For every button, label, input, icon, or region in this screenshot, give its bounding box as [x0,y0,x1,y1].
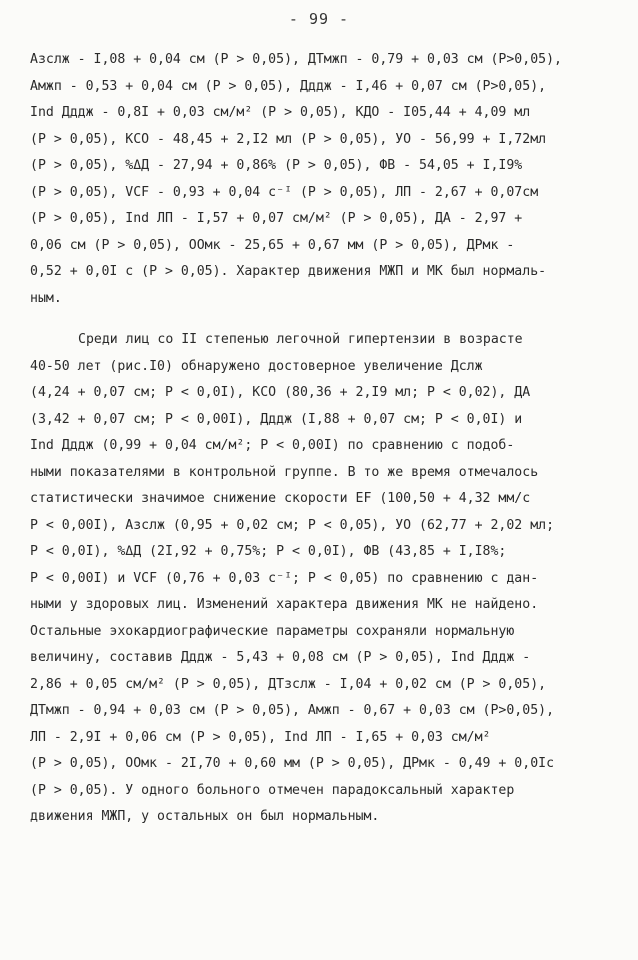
text-line: движения МЖП, у остальных он был нормальным. [30,809,380,824]
text-line: Ind Дддж (0,99 + 0,04 см/м²; P < 0,00I) по сравнению с подоб- [30,438,515,453]
text-line: (P > 0,05), Ind ЛП - I,57 + 0,07 см/м² (P > 0,05), ДА - 2,97 + [30,211,523,226]
text-line: (P > 0,05), %ΔД - 27,94 + 0,86% (P > 0,05), ФВ - 54,05 + I,I9% [30,158,523,173]
text-line: ЛП - 2,9I + 0,06 см (P > 0,05), Ind ЛП - I,65 + 0,03 см/м² [30,729,491,745]
text-line: Aмжп - 0,53 + 0,04 см (P > 0,05), Дддж - I,46 + 0,07 см (P>0,05), [30,78,547,94]
text-line: P < 0,00I) и VCF (0,76 + 0,03 с⁻ᴵ; P < 0,05) по сравнению с дан- [30,570,539,586]
text-line: P < 0,0I), %ΔД (2I,92 + 0,75%; P < 0,0I), ФВ (43,85 + I,I8%; [30,544,507,559]
text-line: (4,24 + 0,07 см; P < 0,0I), КСО (80,36 + 2,I9 мл; P < 0,02), ДА [30,385,531,400]
text-line: ДTмжп - 0,94 + 0,03 см (P > 0,05), Aмжп - 0,67 + 0,03 см (P>0,05), [30,703,555,718]
text-line: (P > 0,05). У одного больного отмечен парадоксальный характер [30,782,515,798]
text-line: величину, составив Дддж - 5,43 + 0,08 см (P > 0,05), Ind Дддж - [30,650,531,665]
text-line: ными показателями в контрольной группе. В то же время отмечалось [30,464,539,480]
text-line: ным. [30,290,62,306]
text-line: Ind Дддж - 0,8I + 0,03 см/м² (P > 0,05), КДО - I05,44 + 4,09 мл [30,105,531,120]
text-line: Среди лиц со II степенью легочной гипертензии в возрасте [78,332,523,347]
text-line: Aзслж - I,08 + 0,04 см (P > 0,05), ДTмжп - 0,79 + 0,03 см (P>0,05), [30,52,562,67]
text-line: 0,52 + 0,0I с (P > 0,05). Характер движения МЖП и МК был нормаль- [30,264,547,279]
text-line: 40-50 лет (рис.I0) обнаружено достоверное увеличение Дслж [30,358,483,374]
text-line: P < 0,00I), Aзслж (0,95 + 0,02 см; P < 0,05), УО (62,77 + 2,02 мл; [30,517,555,533]
text-line: 2,86 + 0,05 см/м² (P > 0,05), ДTзслж - I,04 + 0,02 см (P > 0,05), [30,676,547,692]
text-line: статистически значимое снижение скорости EF (100,50 + 4,32 мм/с [30,491,531,506]
text-line: 0,06 см (P > 0,05), ООмк - 25,65 + 0,67 мм (P > 0,05), ДРмк - [30,237,515,253]
text-line: (P > 0,05), VCF - 0,93 + 0,04 с⁻ᴵ (P > 0,05), ЛП - 2,67 + 0,07см [30,184,539,200]
page-number: - 99 - [288,10,350,28]
text-line: Остальные эхокардиографические параметры сохраняли нормальную [30,623,515,639]
body-text [30,47,610,831]
text-line: (3,42 + 0,07 см; P < 0,00I), Дддж (I,88 + 0,07 см; P < 0,0I) и [30,411,523,427]
text-line: ными у здоровых лиц. Изменений характера движения МК не найдено. [30,597,539,612]
paragraph-1 [30,47,610,312]
text-line: (P > 0,05), КСО - 48,45 + 2,I2 мл (P > 0,05), УО - 56,99 + I,72мл [30,131,547,147]
paragraph-2 [30,327,610,831]
text-line: (P > 0,05), ООмк - 2I,70 + 0,60 мм (P > 0,05), ДРмк - 0,49 + 0,0Iс [30,756,555,771]
